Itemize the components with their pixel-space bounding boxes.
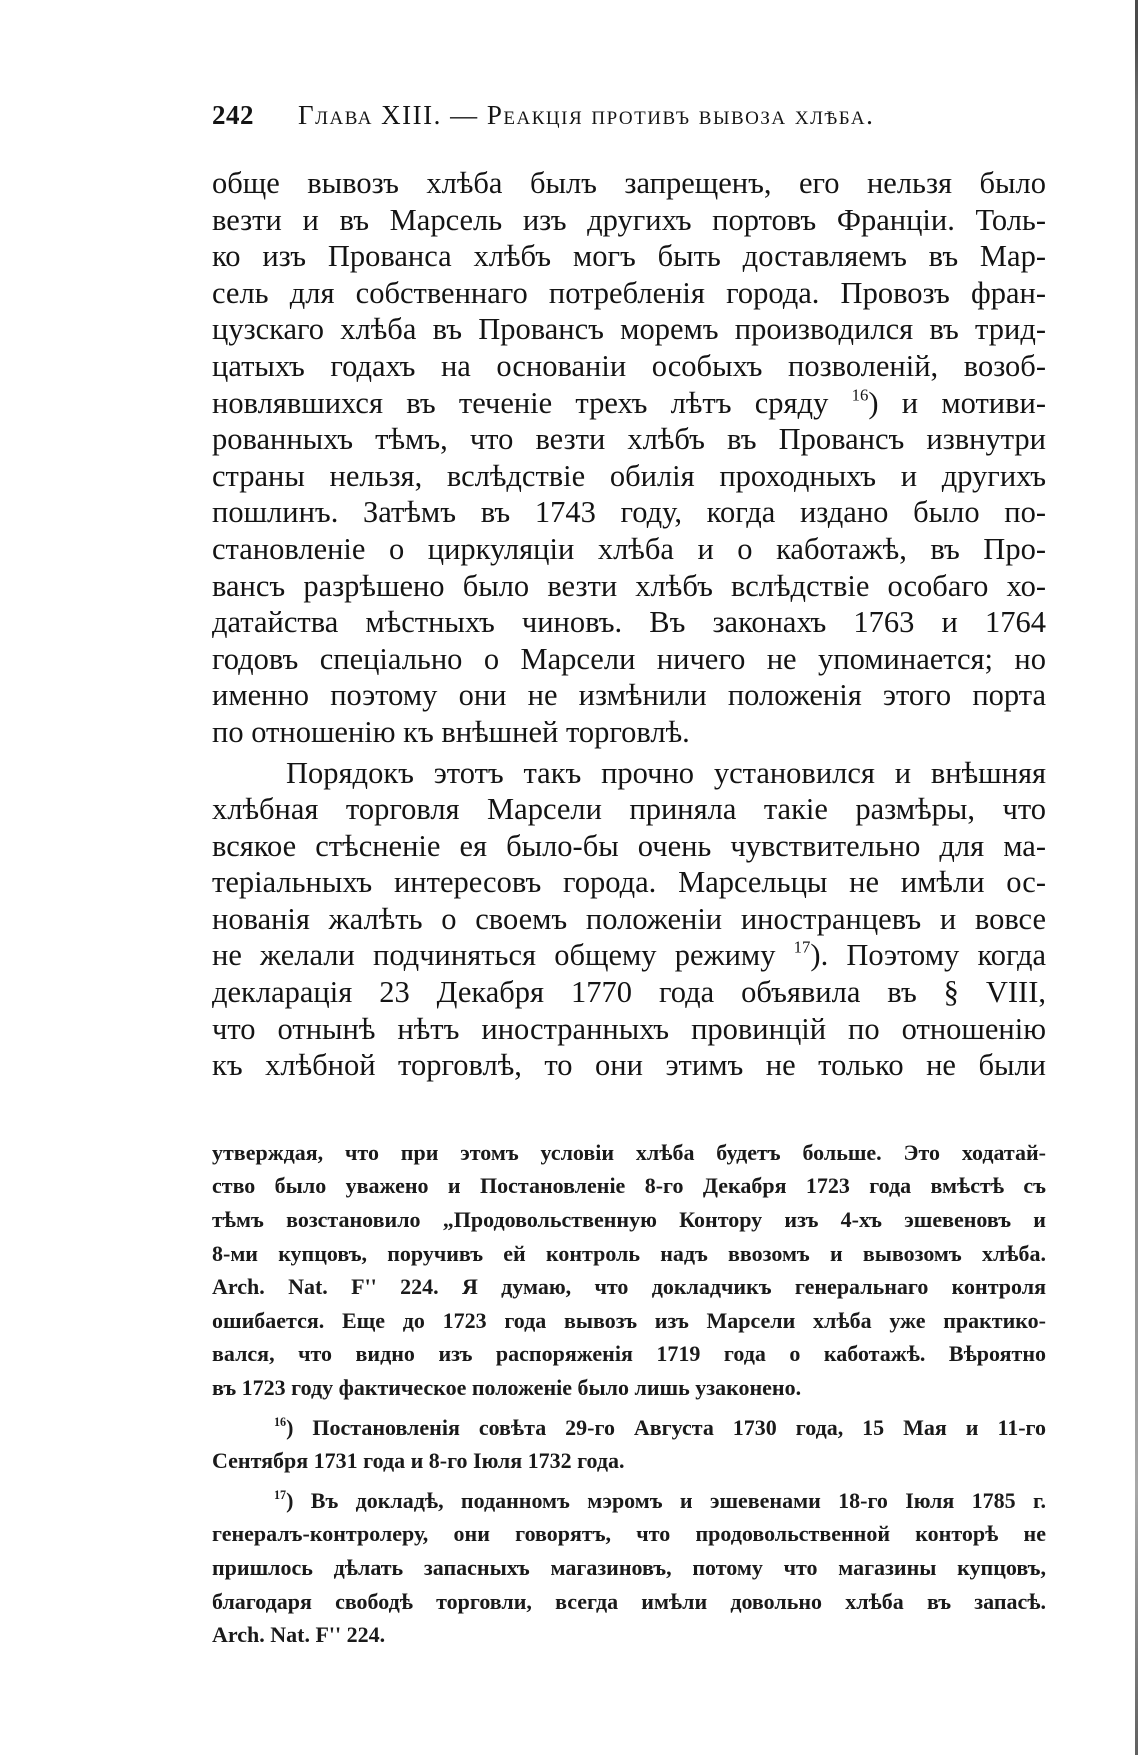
text-line: обще вывозъ хлѣба былъ запрещенъ, его нельзя было	[212, 166, 1046, 200]
scan-edge-shadow	[1135, 0, 1138, 1755]
footnote-line: генералъ-контролеру, они говорятъ, что продовольственной конторѣ не	[212, 1521, 1046, 1547]
footnote-line	[212, 1484, 1046, 1518]
footnote-line: Сентября 1731 года и 8-го Іюля 1732 года.	[212, 1448, 625, 1474]
page-number: 242	[212, 100, 254, 130]
text-line: рованныхъ тѣмъ, что везти хлѣбъ въ Провансъ извнутри	[212, 422, 1046, 457]
text-fragment: новлявшихся въ теченіе трехъ лѣтъ сряду	[212, 385, 829, 420]
text-line: по отношенію къ внѣшней торговлѣ.	[212, 714, 690, 749]
text-fragment: ) Въ докладѣ, поданномъ мэромъ и эшевенами 18-го Іюля 1785 г.	[286, 1487, 1046, 1513]
footnote-line: вался, что видно изъ распоряженія 1719 года о каботажѣ. Вѣроятно	[212, 1341, 1046, 1367]
footnote-line	[212, 1411, 1046, 1445]
footnote-16	[212, 1411, 1046, 1478]
text-line: датайства мѣстныхъ чиновъ. Въ законахъ 1763 и 1764	[212, 605, 1046, 640]
text-line: нованія жалѣть о своемъ положеніи иностранцевъ и вовсе	[212, 901, 1046, 936]
footnotes	[212, 1136, 1046, 1652]
text-line: хлѣбная торговля Марсели приняла такіе размѣры, что	[212, 792, 1046, 827]
footnote-line: ошибается. Еще до 1723 года вывозъ изъ Марсели хлѣба уже практико-	[212, 1307, 1046, 1333]
text-line: къ хлѣбной торговлѣ, то они этимъ не только не были	[212, 1048, 1046, 1083]
footnote-mark-17: 17	[274, 1487, 287, 1502]
text-line: именно поэтому они не измѣнили положенія этого порта	[212, 678, 1046, 713]
footnote-line: тѣмъ возстановило „Продовольственную Контору изъ 4-хъ эшевеновъ и	[212, 1207, 1046, 1233]
text-line: сель для собственнаго потребленія города. Провозъ фран-	[212, 275, 1046, 310]
footnote-ref-17[interactable]: 17	[793, 937, 811, 957]
text-line: теріальныхъ интересовъ города. Марсельцы не имѣли ос-	[212, 865, 1046, 900]
footnote-line: утверждая, что при этомъ условіи хлѣба будетъ больше. Это ходатай-	[212, 1139, 1046, 1165]
text-line: декларація 23 Декабря 1770 года объявила въ § VIII,	[212, 975, 1046, 1010]
text-line: пошлинъ. Затѣмъ въ 1743 году, когда издано было по-	[212, 495, 1046, 530]
text-line: ко изъ Прованса хлѣбъ могъ быть доставляемъ въ Мар-	[212, 239, 1046, 274]
chapter-title: Глава XIII. — Реакція противъ вывоза хлѣба.	[298, 100, 875, 130]
footnote-line: 8-ми купцовъ, поручивъ ей контроль надъ ввозомъ и вывозомъ хлѣба.	[212, 1240, 1046, 1266]
text-fragment: ). Поэтому когда	[810, 938, 1047, 973]
main-text	[212, 165, 1046, 1084]
footnote-mark-16: 16	[274, 1414, 287, 1429]
text-line: становленіе о циркуляціи хлѣба и о каботажѣ, въ Про-	[212, 531, 1046, 566]
footnote-continuation	[212, 1136, 1046, 1405]
text-line: цузскаго хлѣба въ Провансъ моремъ производился въ трид-	[212, 312, 1046, 347]
text-line: страны нельзя, вслѣдствіе обилія проходныхъ и другихъ	[212, 458, 1046, 493]
footnote-line: ство было уважено и Постановленіе 8-го Декабря 1723 года вмѣстѣ съ	[212, 1173, 1046, 1199]
paragraph-2	[212, 755, 1046, 1084]
paragraph-1	[212, 165, 1046, 751]
text-line: годовъ спеціально о Марсели ничего не упоминается; но	[212, 641, 1046, 676]
text-line: везти и въ Марсель изъ другихъ портовъ Франціи. Толь-	[212, 202, 1046, 237]
text-fragment: ) и мотиви-	[868, 385, 1047, 420]
text-line	[212, 937, 1046, 974]
footnote-line: благодаря свободѣ торговли, всегда имѣли довольно хлѣба въ запасѣ.	[212, 1588, 1046, 1614]
running-head	[212, 100, 1046, 131]
footnote-line: пришлось дѣлать запасныхъ магазиновъ, потому что магазины купцовъ,	[212, 1554, 1046, 1580]
text-fragment: ) Постановленія совѣта 29-го Августа 1730 года, 15 Мая и 11-го	[286, 1414, 1046, 1440]
book-page	[212, 100, 1046, 1652]
footnote-ref-16[interactable]: 16	[851, 384, 869, 404]
text-line: цатыхъ годахъ на основаніи особыхъ позволеній, возоб-	[212, 348, 1046, 383]
text-line: всякое стѣсненіе ея было-бы очень чувствительно для ма-	[212, 828, 1046, 863]
footnote-line: Arch. Nat. F'' 224.	[212, 1622, 386, 1648]
text-line: вансъ разрѣшено было везти хлѣбъ вслѣдствіе особаго хо-	[212, 568, 1046, 603]
footnote-line: Arch. Nat. F'' 224. Я думаю, что докладчикъ генеральнаго контроля	[212, 1274, 1046, 1300]
text-line: Порядокъ этотъ такъ прочно установился и внѣшняя	[286, 755, 1046, 790]
text-line: что отнынѣ нѣтъ иностранныхъ провинцій по отношенію	[212, 1011, 1046, 1046]
text-line	[212, 385, 1046, 422]
footnote-line: въ 1723 году фактическое положеніе было лишь узаконено.	[212, 1375, 802, 1400]
text-fragment: не желали подчиняться общему режиму	[212, 938, 776, 973]
footnote-17	[212, 1484, 1046, 1652]
